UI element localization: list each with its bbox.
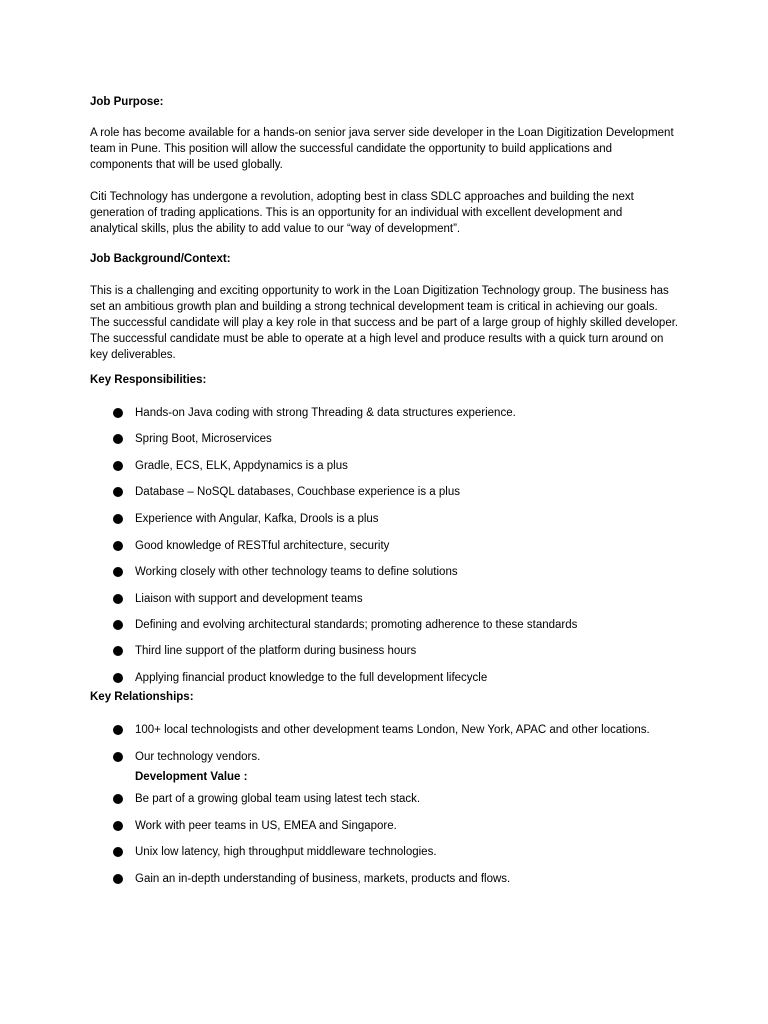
paragraph-line: A role has become available for a hands-on senior java server side developer in the Loan Digitization Development bbox=[90, 127, 674, 139]
bullet-icon bbox=[113, 847, 123, 857]
job-purpose-heading: Job Purpose: bbox=[90, 96, 164, 108]
paragraph-line: analytical skills, plus the ability to add value to our “way of development”. bbox=[90, 223, 461, 235]
list-item-text: Gradle, ECS, ELK, Appdynamics is a plus bbox=[135, 460, 348, 472]
bullet-icon bbox=[113, 725, 123, 735]
bullet-icon bbox=[113, 821, 123, 831]
bullet-icon bbox=[113, 673, 123, 683]
job-background-paragraph bbox=[90, 283, 690, 363]
bullet-icon bbox=[113, 408, 123, 418]
list-item-text: Working closely with other technology teams to define solutions bbox=[135, 566, 458, 578]
key-relationships-heading: Key Relationships: bbox=[90, 691, 194, 703]
bullet-icon bbox=[113, 594, 123, 604]
paragraph-line: This is a challenging and exciting opportunity to work in the Loan Digitization Technology group. The business has bbox=[90, 285, 669, 297]
job-background-heading: Job Background/Context: bbox=[90, 253, 231, 265]
paragraph-line: components that will be used globally. bbox=[90, 159, 283, 171]
list-item-text: Be part of a growing global team using latest tech stack. bbox=[135, 793, 421, 805]
list-item-text: 100+ local technologists and other development teams London, New York, APAC and other locations. bbox=[135, 724, 650, 736]
paragraph-line: Citi Technology has undergone a revolution, adopting best in class SDLC approaches and building the next bbox=[90, 191, 634, 203]
bullet-icon bbox=[113, 514, 123, 524]
list-item-text: Gain an in-depth understanding of business, markets, products and flows. bbox=[135, 873, 511, 885]
bullet-icon bbox=[113, 620, 123, 630]
paragraph-line: key deliverables. bbox=[90, 349, 176, 361]
list-item-text: Experience with Angular, Kafka, Drools is a plus bbox=[135, 513, 379, 525]
bullet-icon bbox=[113, 794, 123, 804]
list-item-text: Unix low latency, high throughput middleware technologies. bbox=[135, 846, 437, 858]
list-item-text: Liaison with support and development teams bbox=[135, 593, 363, 605]
bullet-icon bbox=[113, 487, 123, 497]
list-item-text: Work with peer teams in US, EMEA and Singapore. bbox=[135, 820, 397, 832]
key-responsibilities-heading: Key Responsibilities: bbox=[90, 374, 207, 386]
job-purpose-paragraph-2 bbox=[90, 189, 690, 237]
bullet-icon bbox=[113, 541, 123, 551]
job-purpose-paragraph-1 bbox=[90, 125, 690, 173]
paragraph-line: generation of trading applications. This is an opportunity for an individual with excellent development and bbox=[90, 207, 623, 219]
bullet-icon bbox=[113, 646, 123, 656]
paragraph-line: The successful candidate will play a key role in that success and be part of a large group of highly skilled developer. bbox=[90, 317, 679, 329]
paragraph-line: The successful candidate must be able to operate at a high level and produce results with a quick turn around on bbox=[90, 333, 664, 345]
bullet-icon bbox=[113, 434, 123, 444]
paragraph-line: set an ambitious growth plan and building a strong technical development team is critical in achieving our goals. bbox=[90, 301, 658, 313]
list-item-text: Good knowledge of RESTful architecture, security bbox=[135, 540, 390, 552]
bullet-icon bbox=[113, 461, 123, 471]
bullet-icon bbox=[113, 874, 123, 884]
development-value-heading: Development Value : bbox=[135, 771, 248, 783]
list-item-text: Defining and evolving architectural standards; promoting adherence to these standards bbox=[135, 619, 578, 631]
bullet-icon bbox=[113, 752, 123, 762]
list-item-text: Our technology vendors. bbox=[135, 751, 261, 763]
list-item-text: Database – NoSQL databases, Couchbase experience is a plus bbox=[135, 486, 460, 498]
bullet-icon bbox=[113, 567, 123, 577]
list-item-text: Spring Boot, Microservices bbox=[135, 433, 272, 445]
list-item-text: Third line support of the platform during business hours bbox=[135, 645, 417, 657]
list-item-text: Applying financial product knowledge to the full development lifecycle bbox=[135, 672, 488, 684]
list-item-text: Hands-on Java coding with strong Threading & data structures experience. bbox=[135, 407, 516, 419]
paragraph-line: team in Pune. This position will allow the successful candidate the opportunity to build applications and bbox=[90, 143, 613, 155]
